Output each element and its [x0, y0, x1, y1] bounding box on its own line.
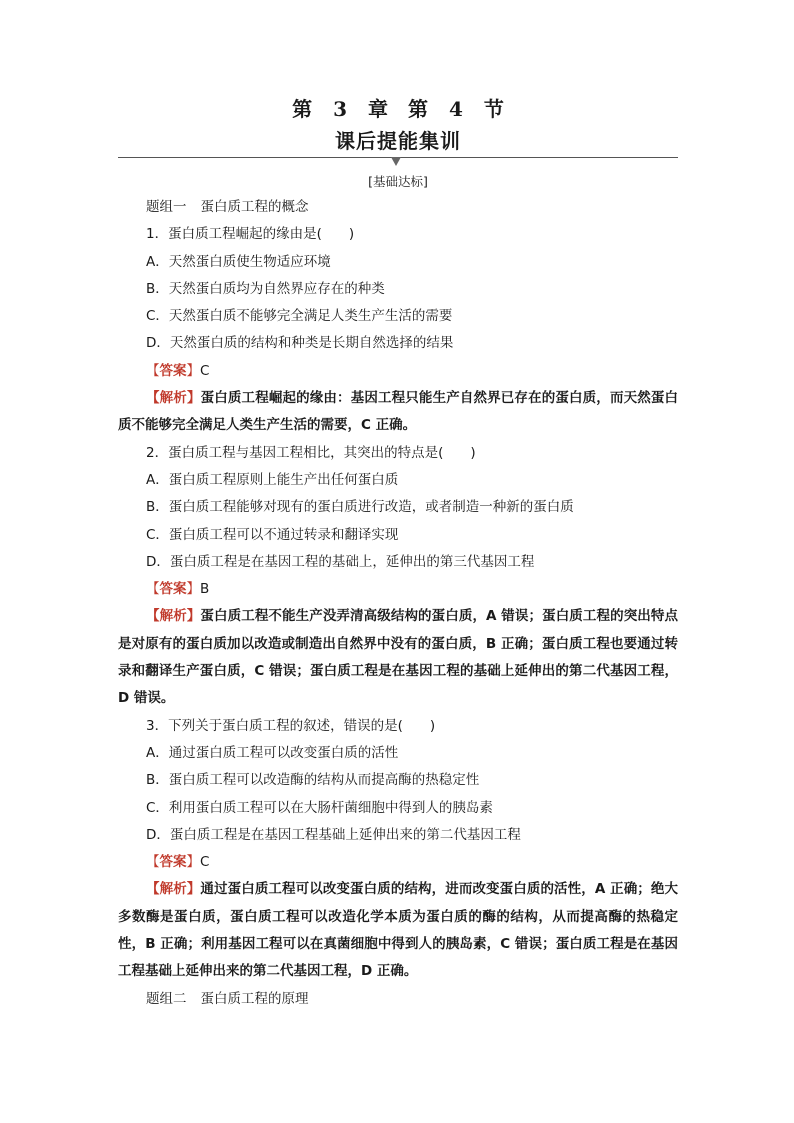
group-prefix: 题组一	[146, 199, 187, 215]
divider-triangle-icon	[391, 157, 401, 166]
explanation-line: 白质不能够完全满足人类生产生活的需要，C 正确。	[118, 390, 679, 434]
question-1	[118, 221, 678, 439]
answer-tag: 答案	[159, 362, 187, 379]
answer-value: C	[200, 854, 210, 871]
explanation-line: 大多数酶是蛋白质，蛋白质工程可以改造化学本质为蛋白质的酶的结构，从而提高酶的热稳	[118, 881, 679, 925]
option-d: D．蛋白质工程是在基因工程基础上延伸出来的第二代基因工程	[146, 826, 521, 843]
explanation-tag: 解析	[159, 608, 187, 625]
option-d: D．蛋白质工程是在基因工程的基础上，延伸出的第三代基因工程	[146, 553, 535, 570]
answer-value: C	[200, 362, 210, 379]
answer-line: 【答案】C	[146, 854, 210, 871]
chapter-heading: 第 3 章 第 4 节	[292, 97, 504, 121]
answer-line: 【答案】C	[146, 362, 210, 379]
option-c: C．利用蛋白质工程可以在大肠杆菌细胞中得到人的胰岛素	[146, 799, 493, 816]
question-stem: 3．下列关于蛋白质工程的叙述，错误的是( )	[146, 717, 436, 734]
answer-tag: 答案	[159, 581, 187, 598]
level-label: [基础达标]	[368, 174, 428, 189]
group-title: 蛋白质工程的原理	[200, 990, 309, 1007]
question-stem: 2．蛋白质工程与基因工程相比，其突出的特点是( )	[146, 444, 476, 461]
answer-line: 【答案】B	[146, 581, 210, 598]
group-heading-2	[118, 986, 678, 1013]
title-divider	[118, 156, 678, 168]
question-3	[118, 713, 678, 986]
explanation-line: 工程，D 错误。	[118, 663, 679, 707]
explanation-line: 定性，B 正确；利用基因工程可以在真菌细胞中得到人的胰岛素，C 错误；蛋白质工程是在	[118, 908, 678, 953]
explanation-line: 基因工程基础上延伸出来的第二代基因工程，D 正确。	[118, 936, 678, 980]
option-a: A．天然蛋白质使生物适应环境	[146, 253, 331, 270]
option-d: D．天然蛋白质的结构和种类是长期自然选择的结果	[146, 335, 454, 352]
explanation-line: 蛋白质工程不能生产没弄清高级结构的蛋白质，A 错误；蛋白质工程的突出特	[200, 608, 665, 625]
group-prefix: 题组二	[146, 990, 187, 1007]
explanation: 【解析】蛋白质工程不能生产没弄清高级结构的蛋白质，A 错误；蛋白质工程的突出特点是对原有的蛋白质加以改造或制造出自然界中没有的蛋白质，B 正确；蛋白质工程也要通过转录和翻译生产蛋白质，C 错误；蛋白质工程是在基因工程的基础上延伸出的第二代基因工程，D 错误。	[118, 608, 679, 707]
option-b: B．蛋白质工程可以改造酶的结构从而提高酶的热稳定性	[146, 772, 480, 789]
option-b: B．天然蛋白质均为自然界应存在的种类	[146, 280, 385, 297]
section-subtitle: 课后提能集训	[335, 129, 461, 153]
explanation-line: 过转录和翻译生产蛋白质，C 错误；蛋白质工程是在基因工程的基础上延伸出的第二代基因	[118, 635, 678, 680]
document-page	[118, 94, 678, 1013]
answer-tag: 答案	[159, 854, 187, 871]
option-a: A．通过蛋白质工程可以改变蛋白质的活性	[146, 744, 399, 761]
question-stem: 1．蛋白质工程崛起的缘由是( )	[146, 226, 355, 243]
question-2	[118, 440, 678, 713]
explanation-line: 通过蛋白质工程可以改变蛋白质的结构，进而改变蛋白质的活性，A 正确；绝	[200, 881, 665, 898]
option-c: C．蛋白质工程可以不通过转录和翻译实现	[146, 526, 399, 543]
explanation: 【解析】通过蛋白质工程可以改变蛋白质的结构，进而改变蛋白质的活性，A 正确；绝大多数酶是蛋白质，蛋白质工程可以改造化学本质为蛋白质的酶的结构，从而提高酶的热稳定性，B 正确；利用基因工程可以在真菌细胞中得到人的胰岛素，C 错误；蛋白质工程是在基因工程基础上延伸出来的第二代基因工程，D 正确。	[118, 881, 679, 980]
group-title: 蛋白质工程的概念	[200, 199, 309, 215]
option-a: A．蛋白质工程原则上能生产出任何蛋白质	[146, 471, 399, 488]
explanation-tag: 解析	[159, 390, 187, 407]
explanation-line: 蛋白质工程崛起的缘由：基因工程只能生产自然界已存在的蛋白质，而天然蛋	[200, 390, 665, 407]
option-c: C．天然蛋白质不能够完全满足人类生产生活的需要	[146, 308, 453, 325]
explanation-tag: 解析	[159, 881, 187, 898]
explanation-line: 点是对原有的蛋白质加以改造或制造出自然界中没有的蛋白质，B 正确；蛋白质工程也要通	[118, 608, 679, 652]
option-b: B．蛋白质工程能够对现有的蛋白质进行改造，或者制造一种新的蛋白质	[146, 499, 574, 516]
answer-value: B	[200, 581, 210, 598]
group-heading-1	[118, 194, 678, 221]
explanation: 【解析】蛋白质工程崛起的缘由：基因工程只能生产自然界已存在的蛋白质，而天然蛋白质不能够完全满足人类生产生活的需要，C 正确。	[118, 390, 679, 434]
